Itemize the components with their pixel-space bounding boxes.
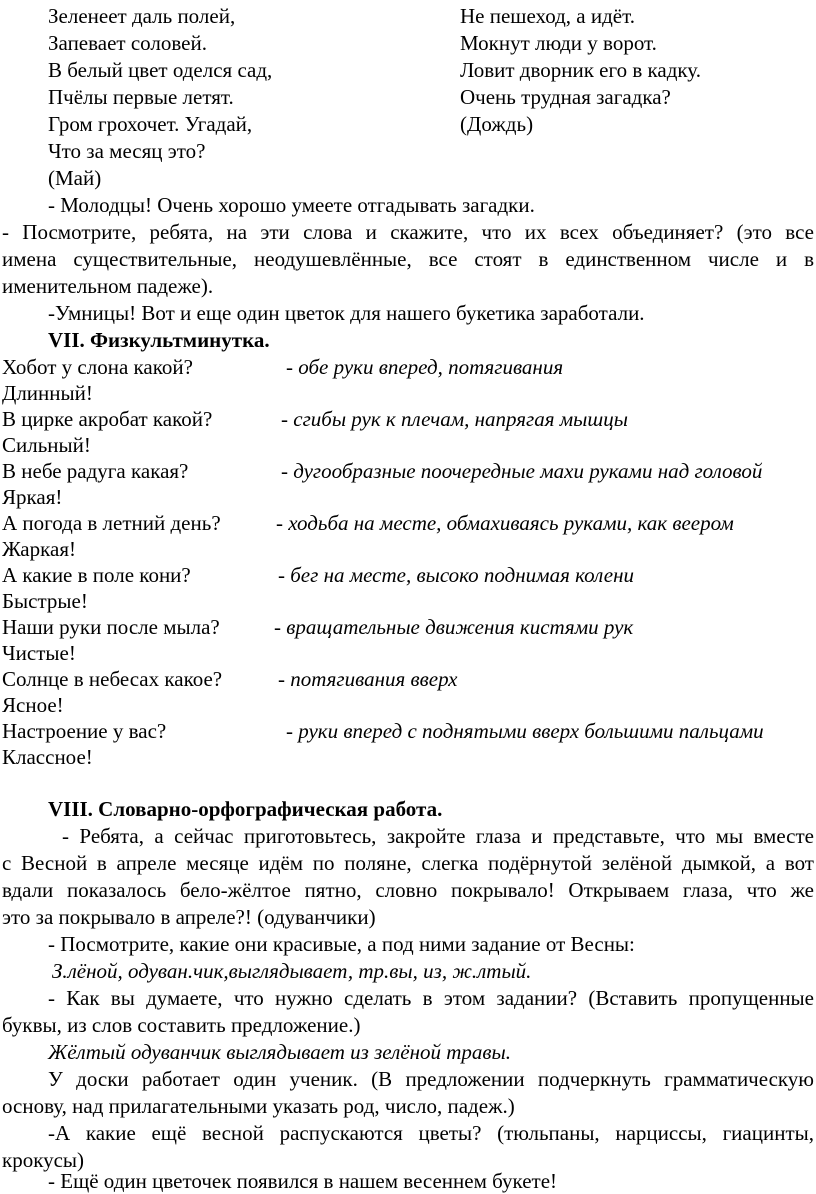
paragraph-4-line-1: У доски работает один ученик. (В предложении подчеркнуть грамматическую <box>48 1067 814 1091</box>
exercise-question: Хобот у слона какой? <box>2 355 193 379</box>
riddle-left-line-1: Зеленеет даль полей, <box>48 4 236 28</box>
riddle-left-answer: (Май) <box>48 166 102 190</box>
paragraph-4-line-2: основу, над прилагательными указать род, число, падеж.) <box>2 1094 515 1118</box>
riddle-right-line-2: Мокнут люди у ворот. <box>460 31 657 55</box>
question-line-1: - Посмотрите, ребята, на эти слова и скажите, что их всех объединяет? (это все <box>2 220 814 244</box>
exercise-action: - бег на месте, высоко поднимая колени <box>278 563 634 587</box>
section-8-heading: VIII. Словарно-орфографическая работа. <box>48 797 443 821</box>
riddle-left-line-5: Гром грохочет. Угадай, <box>48 112 253 136</box>
exercise-answer: Яркая! <box>2 485 63 509</box>
riddle-left-line-4: Пчёлы первые летят. <box>48 85 234 109</box>
exercise-question: Солнце в небесах какое? <box>2 667 223 691</box>
exercise-answer: Ясное! <box>2 693 64 717</box>
task-answer: Жёлтый одуванчик выглядывает из зелёной травы. <box>48 1040 512 1064</box>
riddle-right-answer: (Дождь) <box>460 112 534 136</box>
paragraph-1-line-3: вдали показалось бело-жёлтое пятно, словно покрывало! Открываем глаза, что же <box>2 878 814 902</box>
paragraph-1-line-2: с Весной в апреле месяце идём по поляне, слегка подёрнутой зелёной дымкой, а вот <box>2 851 814 875</box>
paragraph-5-line-1: -А какие ещё весной распускаются цветы? (тюльпаны, нарциссы, гиацинты, <box>48 1121 814 1145</box>
exercise-answer: Длинный! <box>2 381 93 405</box>
section-7-heading: VII. Физкультминутка. <box>48 328 270 352</box>
exercise-question: А погода в летний день? <box>2 511 221 535</box>
exercise-question: А какие в поле кони? <box>2 563 191 587</box>
exercise-action: - руки вперед с поднятыми вверх большими пальцами <box>286 719 764 743</box>
riddle-left-line-3: В белый цвет оделся сад, <box>48 58 273 82</box>
clever-text: -Умницы! Вот и еще один цветок для нашего букетика заработали. <box>48 301 645 325</box>
exercise-answer: Жаркая! <box>2 537 76 561</box>
exercise-answer: Классное! <box>2 745 93 769</box>
exercise-question: Наши руки после мыла? <box>2 615 220 639</box>
paragraph-6: - Ещё один цветочек появился в нашем весеннем букете! <box>48 1169 558 1193</box>
exercise-answer: Чистые! <box>2 641 76 665</box>
riddle-right-line-1: Не пешеход, а идёт. <box>460 4 635 28</box>
exercise-action: - вращательные движения кистями рук <box>274 615 634 639</box>
paragraph-5-line-2: крокусы) <box>2 1148 85 1172</box>
exercise-action: - сгибы рук к плечам, напрягая мышцы <box>281 407 628 431</box>
question-line-2: имена существительные, неодушевлённые, все стоят в единственном числе и в <box>2 247 814 271</box>
riddle-left-line-6: Что за месяц это? <box>48 139 206 163</box>
exercise-action: - дугообразные поочередные махи руками над головой <box>281 459 763 483</box>
riddle-right-line-3: Ловит дворник его в кадку. <box>460 58 701 82</box>
exercise-answer: Сильный! <box>2 433 91 457</box>
paragraph-1-line-4: это за покрывало в апреле?! (одуванчики) <box>2 905 376 929</box>
exercise-action: - ходьба на месте, обмахиваясь руками, как веером <box>276 511 734 535</box>
exercise-action: - обе руки вперед, потягивания <box>286 355 564 379</box>
paragraph-3-line-1: - Как вы думаете, что нужно сделать в этом задании? (Вставить пропущенные <box>48 986 814 1010</box>
praise-text: - Молодцы! Очень хорошо умеете отгадывать загадки. <box>48 193 535 217</box>
paragraph-1-line-1: - Ребята, а сейчас приготовьтесь, закройте глаза и представьте, что мы вместе <box>62 824 814 848</box>
paragraph-2: - Посмотрите, какие они красивые, а под ними задание от Весны: <box>48 932 635 956</box>
exercise-question: В цирке акробат какой? <box>2 407 213 431</box>
spelling-task: З.лёной, одуван.чик,выглядывает, тр.вы, из, ж.лтый. <box>52 959 532 983</box>
exercise-question: Настроение у вас? <box>2 719 167 743</box>
riddle-left-line-2: Запевает соловей. <box>48 31 207 55</box>
riddle-right-line-4: Очень трудная загадка? <box>460 85 671 109</box>
exercise-answer: Быстрые! <box>2 589 88 613</box>
exercise-question: В небе радуга какая? <box>2 459 189 483</box>
question-line-3: именительном падеже). <box>2 274 214 298</box>
exercise-action: - потягивания вверх <box>278 667 458 691</box>
paragraph-3-line-2: буквы, из слов составить предложение.) <box>2 1013 361 1037</box>
